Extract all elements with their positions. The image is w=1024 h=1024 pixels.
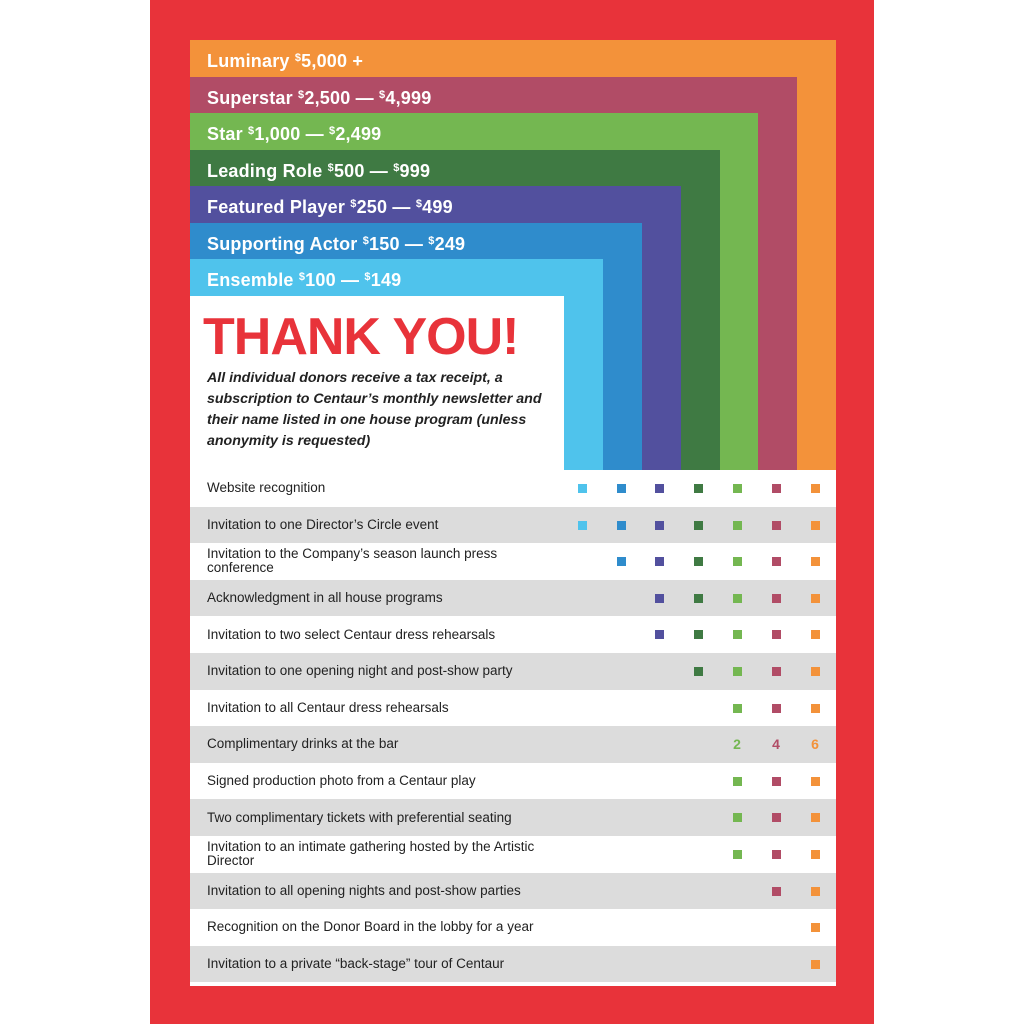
tier-marker-featured-player <box>655 521 664 530</box>
amount-suffix: + <box>347 51 364 71</box>
currency-symbol: $ <box>415 198 423 210</box>
tier-marker-star <box>733 594 742 603</box>
benefit-label: Signed production photo from a Centaur play <box>207 773 476 789</box>
amount-low: 100 <box>305 270 336 290</box>
tier-marker-luminary <box>811 777 820 786</box>
tier-count-superstar: 4 <box>772 736 780 753</box>
benefit-row <box>190 543 836 580</box>
tier-count-star: 2 <box>733 736 741 753</box>
currency-symbol: $ <box>298 271 306 283</box>
amount-low: 1,000 <box>254 124 301 144</box>
tier-marker-superstar <box>772 667 781 676</box>
tier-name: Luminary <box>207 51 290 71</box>
benefit-row <box>190 653 836 690</box>
tier-marker-ensemble <box>578 484 587 493</box>
currency-symbol: $ <box>294 52 302 64</box>
currency-symbol: $ <box>329 125 336 137</box>
benefit-label: Recognition on the Donor Board in the lobby for a year <box>207 919 534 935</box>
amount-separator: — <box>335 270 365 290</box>
benefit-label: Invitation to the Company’s season launch press conference <box>207 546 498 576</box>
currency-symbol: $ <box>248 125 255 137</box>
thank-you-panel <box>190 296 564 470</box>
currency-symbol: $ <box>327 161 334 174</box>
tier-marker-superstar <box>772 887 781 896</box>
tier-marker-supporting-actor <box>617 521 626 530</box>
tier-marker-superstar <box>772 557 781 566</box>
tier-marker-featured-player <box>655 484 664 493</box>
benefit-row <box>190 616 836 653</box>
tier-marker-superstar <box>772 813 781 822</box>
benefit-label: Website recognition <box>207 480 326 496</box>
tier-name: Superstar <box>207 87 293 108</box>
tier-label <box>190 223 465 259</box>
benefit-label: Invitation to all opening nights and post-show parties <box>207 882 521 898</box>
benefit-row <box>190 799 836 836</box>
benefit-label: Invitation to one Director’s Circle event <box>207 516 439 532</box>
amount-separator: — <box>364 160 394 181</box>
benefit-label: Acknowledgment in all house programs <box>207 590 443 606</box>
amount-high: 999 <box>399 160 431 181</box>
tier-marker-superstar <box>772 630 781 639</box>
amount-low: 5,000 <box>301 51 348 71</box>
tier-marker-luminary <box>811 521 820 530</box>
tier-marker-luminary <box>811 484 820 493</box>
amount-high: 499 <box>422 197 453 217</box>
tier-label <box>190 150 430 186</box>
benefit-row <box>190 873 836 910</box>
tier-marker-featured-player <box>655 557 664 566</box>
tier-name: Leading Role <box>207 160 323 181</box>
tier-amount <box>248 124 381 144</box>
tier-marker-supporting-actor <box>617 484 626 493</box>
currency-symbol: $ <box>350 198 357 210</box>
benefit-row <box>190 946 836 983</box>
tier-marker-luminary <box>811 923 820 932</box>
tier-marker-superstar <box>772 594 781 603</box>
benefit-row <box>190 726 836 763</box>
tier-marker-leading-role <box>694 521 703 530</box>
tier-marker-star <box>733 630 742 639</box>
tier-amount <box>298 88 431 108</box>
tier-marker-star <box>733 667 742 676</box>
benefit-row <box>190 763 836 800</box>
amount-low: 150 <box>369 233 400 254</box>
tier-marker-ensemble <box>578 521 587 530</box>
tier-marker-star <box>733 704 742 713</box>
tier-marker-leading-role <box>694 630 703 639</box>
thank-you-text: All individual donors receive a tax receipt, a subscription to Centaur’s monthly newsletter and their name listed in one house program (unless anonymity is requested) <box>207 370 542 449</box>
tier-marker-luminary <box>811 630 820 639</box>
tier-marker-featured-player <box>655 594 664 603</box>
tier-marker-luminary <box>811 887 820 896</box>
currency-symbol: $ <box>298 88 305 101</box>
tier-name: Supporting Actor <box>207 233 358 254</box>
benefits-table <box>190 470 836 982</box>
amount-separator: — <box>387 197 416 217</box>
tier-amount <box>295 51 363 71</box>
tier-marker-leading-role <box>694 667 703 676</box>
tier-marker-featured-player <box>655 630 664 639</box>
thank-you-title: THANK YOU! <box>203 308 519 366</box>
tier-marker-luminary <box>811 960 820 969</box>
benefit-label: Invitation to an intimate gathering hosted by the Artistic Director <box>207 839 535 869</box>
tier-marker-luminary <box>811 557 820 566</box>
tier-marker-superstar <box>772 521 781 530</box>
tier-marker-superstar <box>772 777 781 786</box>
amount-high: 249 <box>434 233 466 254</box>
amount-separator: — <box>300 124 330 144</box>
tier-label <box>190 40 363 76</box>
benefit-row <box>190 909 836 946</box>
tier-amount <box>350 197 453 217</box>
benefit-label: Invitation to one opening night and post-show party <box>207 663 513 679</box>
currency-symbol: $ <box>428 234 435 247</box>
benefit-row <box>190 836 836 873</box>
tier-marker-leading-role <box>694 594 703 603</box>
benefit-row <box>190 690 836 727</box>
tier-count-luminary: 6 <box>811 736 819 753</box>
tier-marker-luminary <box>811 667 820 676</box>
tier-marker-luminary <box>811 704 820 713</box>
tier-name: Featured Player <box>207 197 346 217</box>
tier-name: Ensemble <box>207 270 294 290</box>
donor-card <box>190 40 836 986</box>
tier-marker-star <box>733 813 742 822</box>
tier-marker-leading-role <box>694 557 703 566</box>
tier-marker-superstar <box>772 850 781 859</box>
tier-marker-star <box>733 777 742 786</box>
benefit-row <box>190 507 836 544</box>
benefit-label: Invitation to a private “back-stage” tour of Centaur <box>207 956 505 972</box>
tier-marker-luminary <box>811 594 820 603</box>
amount-high: 2,499 <box>335 124 382 144</box>
currency-symbol: $ <box>379 88 386 101</box>
tier-marker-luminary <box>811 850 820 859</box>
tier-label <box>190 77 431 113</box>
amount-low: 500 <box>333 160 365 181</box>
tier-name: Star <box>207 124 243 144</box>
amount-separator: — <box>399 233 429 254</box>
tier-label <box>190 186 453 222</box>
currency-symbol: $ <box>364 271 371 283</box>
tier-label <box>190 259 401 295</box>
donor-levels-page <box>150 0 874 1024</box>
tier-label <box>190 113 381 149</box>
benefit-label: Complimentary drinks at the bar <box>207 736 399 752</box>
amount-high: 149 <box>370 270 402 290</box>
tier-marker-star <box>733 484 742 493</box>
tier-marker-superstar <box>772 484 781 493</box>
tier-marker-star <box>733 521 742 530</box>
amount-low: 2,500 <box>304 87 351 108</box>
tier-marker-star <box>733 557 742 566</box>
benefit-row <box>190 470 836 507</box>
tier-marker-luminary <box>811 813 820 822</box>
amount-high: 4,999 <box>385 87 432 108</box>
tier-amount <box>328 161 431 181</box>
benefit-label: Invitation to two select Centaur dress rehearsals <box>207 626 496 642</box>
tier-marker-star <box>733 850 742 859</box>
tier-marker-leading-role <box>694 484 703 493</box>
tier-marker-superstar <box>772 704 781 713</box>
benefit-label: Invitation to all Centaur dress rehearsals <box>207 699 449 715</box>
amount-low: 250 <box>356 197 388 217</box>
tier-amount <box>363 234 466 254</box>
tier-amount <box>299 270 402 290</box>
benefit-label: Two complimentary tickets with preferential seating <box>207 809 512 825</box>
tier-marker-supporting-actor <box>617 557 626 566</box>
currency-symbol: $ <box>393 161 400 174</box>
currency-symbol: $ <box>362 234 370 247</box>
benefit-row <box>190 580 836 617</box>
amount-separator: — <box>350 87 380 108</box>
